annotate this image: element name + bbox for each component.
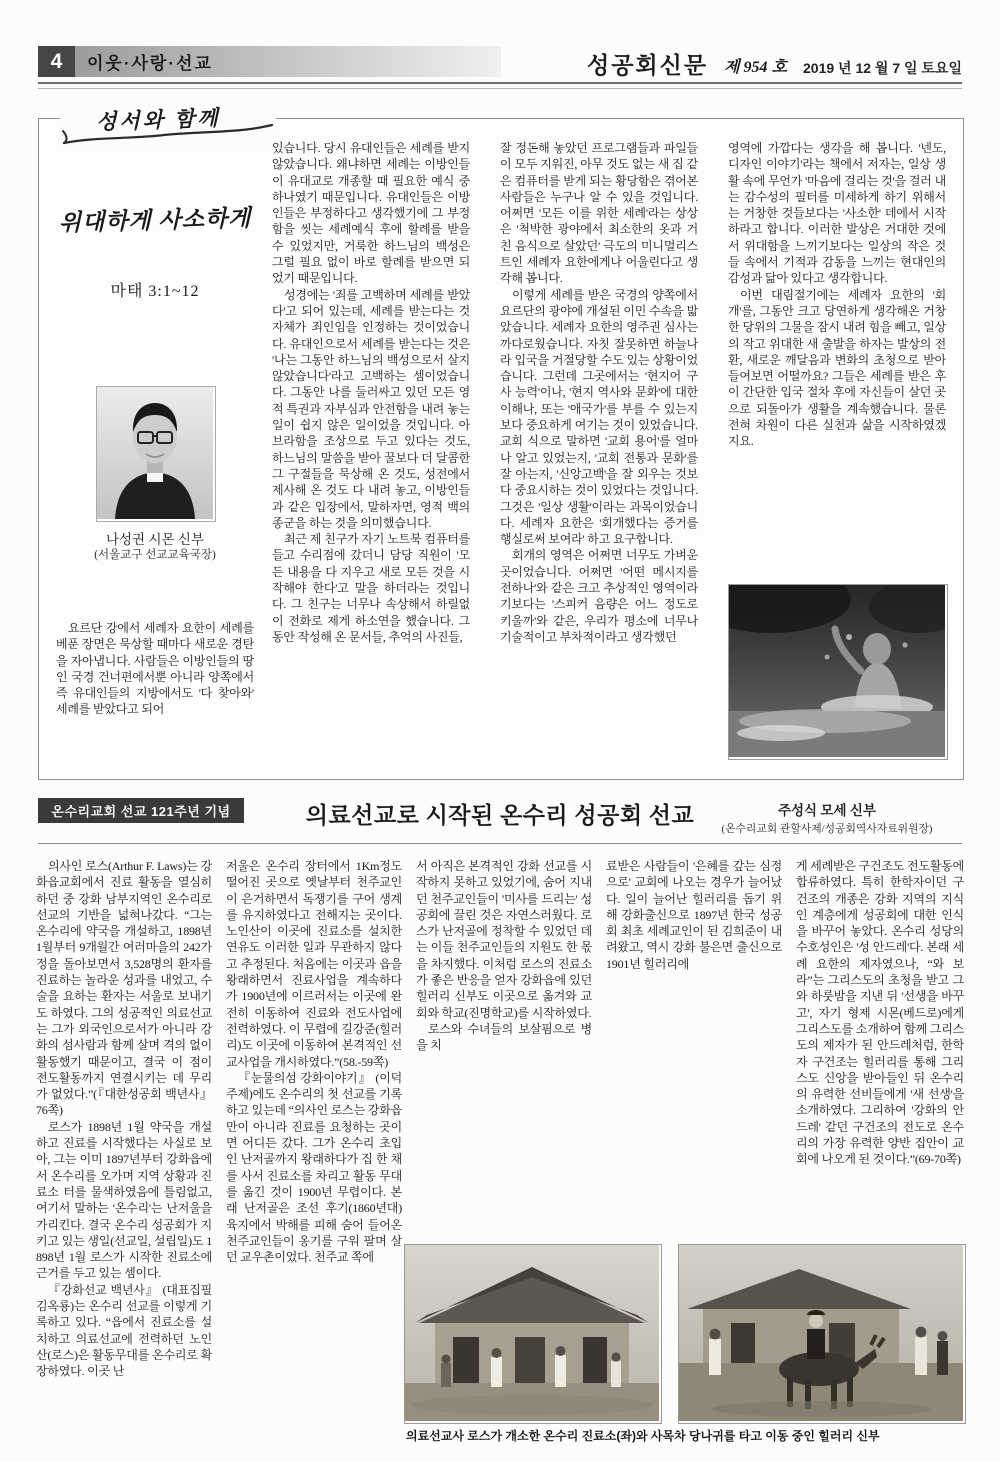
bottom-article-title: 의료선교로 시작된 온수리 성공회 선교 [305,803,695,828]
bottom-article-kicker [38,798,244,823]
section-title: 이웃·사랑·선교 [87,54,213,73]
top-article-kicker-label: 성서와 함께 [95,105,222,135]
bottom-article-column-2: 저울은 온수리 장터에서 1Km정도 떨어진 곳으로 옛날부터 천주교인이 은거하면서 독쟁기를 구어 생계를 유지하였다고 전해지는 곳이다. 노인산이 이곳에 진료소를 설치한 연유도 이러한 일과 무관하지 않다고 추정된다. 처음에는 이곳과 읍을 왕래하면서 진료사업을 계속하다가 1900년에 이르러서는 이곳에 완전히 이동하여 진료와 전도사업에 전력하였다. 이 무렵에 길강준(힐러리)도 이곳에 이동하여 본격적인 선교사업을 개시하였다.”(58.-59쪽) 『눈물의섬 강화이야기』 (이덕주제)에도 온수리의 첫 선교를 기록하고 있는데 “의사인 로스는 강화읍만이 아니라 진료를 요청하는 곳이면 어디든 갔다. 그가 온수리 초입인 난저골까지 왕래하다가 집 한 채를 사서 진료소를 차리고 활동 무대를 옮긴 것이 1900년 무렵이다. 본래 난저골은 조선 후기(1860년대) 육지에서 박해를 피해 숨어 들어온 천주교인들이 옹기를 구워 팔며 살던 교우촌이었다. 천주교 쪽에 [226,859,402,1265]
top-article-column-1: 있습니다. 당시 유대인들은 세례를 받지 않았습니다. 왜냐하면 세례는 이방인들이 유대교로 개종할 때 필요한 예식 중 하나였기 때문입니다. 유대인들은 이방인들은 부정하다고 생각했기에 그 부정함을 씻는 세례예식 후에 할례를 받을 수 있었지만, 거룩한 하느님의 백성은 그럴 필요 없이 바로 할례를 받으면 되었기 때문입니다. 성경에는 '죄를 고백하며 세례를 받았다'고 되어 있는데, 세례를 받는다는 것 자체가 죄인임을 인정하는 것이었습니다. 유대인으로서 세례를 받는다는 것은 '나는 그동안 하느님의 백성으로서 살지 않았습니다'라고 고백하는 셈이었습니다. 그동안 나를 둘러싸고 있던 모든 영적 특권과 자부심과 안전함을 내려 놓는 일이 쉽지 않은 일이었을 것입니다. 아브라함을 조상으로 두고 있다는 것도, 하느님의 말씀을 받아 꿀보다 더 달콤한 그 구절들을 묵상해 온 것도, 성전에서 제사해 온 것도 다 내려 놓고, 이방인들과 같은 입장에서, 말하자면, 영적 백의종군을 하는 것을 의미했습니다. 최근 제 친구가 자기 노트북 컴퓨터를 들고 수리점에 갔더니 담당 직원이 '모든 내용을 다 지우고 새로 모든 것을 시작해야 한다'고 말을 하더라는 것입니다. 그 친구는 너무나 속상해서 하릴없이 전화로 제게 하소연을 했습니다. 그동안 작성해 온 문서들, 추억의 사진들, [272,141,470,644]
top-article-kicker [60,102,276,148]
bottom-title-rule [38,843,962,844]
masthead [500,42,962,77]
baptism-photo [728,584,948,760]
clinic-historic-photo [404,1244,662,1424]
page-number: 4 [38,46,75,77]
priest-portrait-photo [96,386,216,522]
bottom-article-column-5: 게 세례받은 구건조도 전도활동에 합류하였다. 특히 한학자이던 구건조의 개종은 강화 지역의 지식인 계층에게 성공회에 대한 인식을 바꾸어 놓았다. 온수리 성당의 수호성인은 '성 안드레'다. 본래 세례 요한의 제자였으나, “와 보라”는 그리스도의 초청을 받고 그와 하룻밤을 지낸 뒤 '선생을 바꾸고', 자기 형제 시몬(베드로)에게 그리스도를 소개하여 함께 그리스도의 제자가 된 안드레처럼, 한학자 구건조는 힐러리를 통해 그리스도 신앙을 받아들인 뒤 온수리의 유력한 선비들에게 '새 선생'을 소개하였다. 그리하여 '강화의 안드레' 같던 구건조의 전도로 온수리의 가장 유력한 양반 집안이 교회에 나오게 된 것이다.”(69-70쪽) [796,859,964,1167]
issue-number: 제 954 호 [724,58,787,76]
top-article-intro: 요르단 강에서 세례자 요한이 세례를 베푼 장면은 묵상할 때마다 새로운 경탄을 자아냅니다. 사람들은 이방인들의 땅인 국경 건너편에서뿐 아니라 양쪽에서 즉 유대인들의 지방에서도 '다 찾아와' 세례를 받았다고 되어 [56,621,254,717]
publication-date: 2019 년 12 월 7 일 토요일 [803,59,962,76]
bottom-article-kicker-label: 온수리교회 선교 121주년 기념 [51,804,231,819]
bottom-article-column-4: 료받은 사람들이 '은혜를 갚는 심정으로' 교회에 나오는 경우가 늘어났다. 일이 늘어난 힐러리를 돕기 위해 강화출신으로 1897년 한국 성공회 최초 세례교인이 된 김희준이 내려왔고, 역시 강화 불은면 출신으로 1901년 힐러리에 [606,859,782,971]
top-article-author-affiliation: (서울교구 선교교육국장) [94,549,216,561]
donkey-historic-photo [678,1244,966,1424]
bottom-article-column-1: 의사인 로스(Arthur F. Laws)는 강화읍교회에서 진료 활동을 열심히 하던 중 강화 남부지역인 온수리로 선교의 기반을 넓혀나갔다. “그는 온수리에 약국을 개설하고, 1898년 1월부터 9개월간 여러마을의 242가정을 돌아보면서 3,528명의 환자를 진료하는 놀라운 성과를 내었고, 수술을 요하는 환자는 서울로 보내기도 하였다. 그의 성공적인 의료선교는 그가 외국인으로서가 아니라 강화의 섬사람과 함께 살며 격의 없이 활동했기 때문이고, 결국 이 점이 전도활동까지 연결시키는 데 무리가 없었다.”(『대한성공회 백년사』 76쪽) 로스가 1898년 1월 약국을 개설하고 진료를 시작했다는 사실로 보아, 그는 이미 1897년부터 강화읍에서 온수리를 오가며 지역 상황과 진료소 터를 물색하였음에 틀림없고, 여기서 말하는 '온수리'는 난저울을 가리킨다. 결국 온수리 성공회가 지키고 있는 생일(선교일, 설립일)도 1898년 1월 로스가 시작한 진료소에 근거를 두고 있는 셈이다. 『강화선교 백년사』 (대표집필 김옥룡)는 온수리 선교를 이렇게 기록하고 있다. “읍에서 진료소를 설치하고 의료선교에 전력하던 노인산(로스)은 활동무대를 온수리로 확장하였다. 이곳 난 [36,859,212,1379]
top-article-title: 위대하게 사소하게 [58,205,252,236]
scripture-reference: 마태 3:1~12 [110,283,200,300]
bottom-article-author-block [690,799,964,836]
bottom-article-author-affiliation: (온수리교회 관할사제/성공회역사자료위원장) [721,823,933,835]
bottom-article-author: 주성식 모세 신부 [777,803,877,818]
paper-name: 성공회신문 [586,53,709,78]
top-article-column-3: 영역에 가깝다는 생각을 해 봅니다. '넨도, 디자인 이야기'라는 책에서 저자는, 일상 생활 속에 무언가 '마음에 걸리는 것'을 걸러 내는 감수성의 필터를 미세하게 하기 위해서는 거창한 것들보다는 '사소한' 데에서 시작하라고 합니다. 이러한 발상은 거대한 것에서 위대함을 느끼기보다는 일상의 작은 것들 속에서 기적과 감동을 느끼는 현대인의 감성과 닮아 있다고 생각합니다. 이번 대림절기에는 세례자 요한의 '회개'를, 그동안 크고 당연하게 생각해온 거창한 당위의 그물을 잠시 내려 힘을 빼고, 일상의 작고 위대한 새 출발을 하자는 발상의 전환, 새로운 깨달음과 변화의 초청으로 받아들여보면 어떨까요? 그들은 세례를 받은 후 이 간단한 입국 절차 후에 자신들이 살던 곳으로 되돌아가 생활을 계속했습니다. 물론 전혀 차원이 다른 실천과 삶을 시작하였겠지요. [728,141,946,449]
section-title-bar [75,46,501,77]
header-rule [38,82,962,89]
top-article-column-2: 잘 정돈해 놓았던 프로그램들과 파일들이 모두 지워진, 아무 것도 없는 새 집 같은 컴퓨터를 받게 되는 황당함은 겪어본 사람들은 누구나 알 수 있을 것입니다. 어쩌면 '모든 이를 위한 세례'라는 상상은 '척박한 광야에서 최소한의 옷과 거친 음식으로 살았던' 극도의 미니멀리스트인 세례자 요한에게나 어울린다고 생각해 봅니다. 이렇게 세례를 받은 국경의 양쪽에서 요르단의 광야에 개설된 이민 수속을 밟았습니다. 세례자 요한의 영주권 심사는 까다로웠습니다. 자칫 잘못하면 하늘나라 입국을 거절당할 수도 있는 상황이었습니다. 그런데 그곳에서는 '현지어 구사 능력'이나, '현지 역사와 문화'에 대한 이해나, 또는 '애국가'를 부를 수 있는지보다 중요하게 여기는 것이 있었습니다. 교회 식으로 말하면 '교회 용어'를 얼마나 알고 있었는지, '교회 전통과 문화'를 잘 아는지, '신앙고백'을 잘 외우는 것보다 중요시하는 것이 있었다는 것입니다. 그것은 '일상 생활'이라는 과목이었습니다. 세례자 요한은 '회개했다는 증거를 행실로써 보여라' 하고 요구합니다. 회개의 영역은 어쩌면 너무도 가벼운 곳이었습니다. 어쩌면 '어떤 메시지를 전하나'와 같은 크고 추상적인 영역이라기보다는 '스피커 음량은 어느 정도로 키울까'와 같은, 우리가 평소에 너무나 기술적이고 부차적이라고 생각했던 [500,141,698,644]
bottom-article-column-3: 서 아직은 본격적인 강화 선교를 시작하지 못하고 있었기에, 숨어 지내던 천주교인들이 '미사를 드리는' 성공회에 끌린 것은 자연스러웠다. 로스가 난저골에 정착할 수 있었던 데는 이들 천주교인들의 지원도 한 몫을 차지했다. 이처럼 로스의 진료소가 좋은 반응을 얻자 강화읍에 있던 힐러리 신부도 이곳으로 옮겨와 교회와 학교(진명학교)를 시작하였다. 로스와 수녀들의 보살핌으로 병을 치 [416,859,592,1053]
photo-caption: 의료선교사 로스가 개소한 온수리 진료소(좌)와 사목차 당나귀를 타고 이동 중인 힐러리 신부 [406,1429,880,1443]
top-article-author: 나성권 시몬 신부 [105,532,205,547]
